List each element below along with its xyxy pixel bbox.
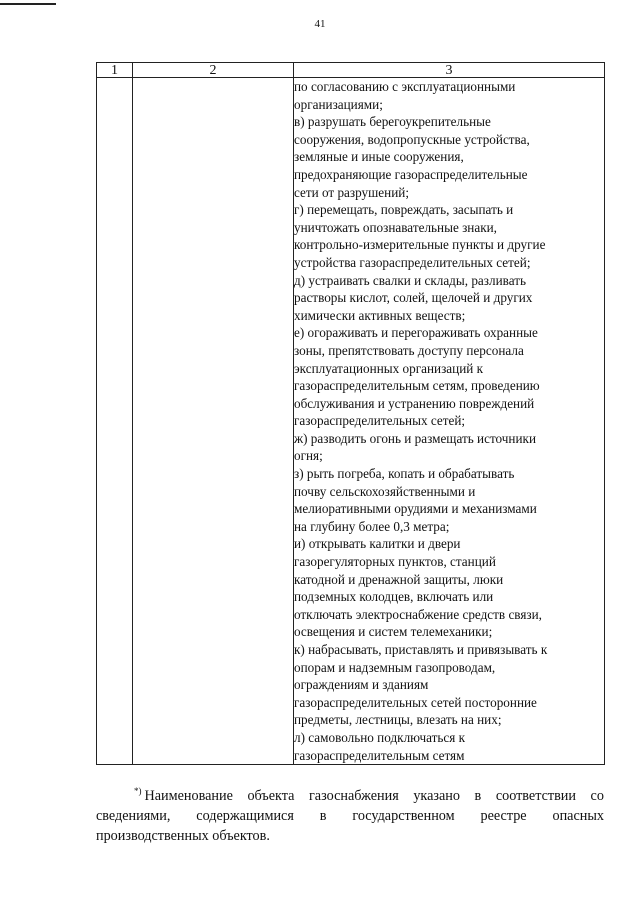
text-line: организациями; — [294, 96, 383, 112]
text-line: сооружения, водопропускные устройства, — [294, 131, 530, 147]
footnote-word: указано — [413, 788, 460, 804]
footnote-word: содержащимися — [196, 808, 294, 824]
text-line: и) открывать калитки и двери — [294, 536, 461, 552]
text-line: е) огораживать и перегораживать охранные — [294, 325, 538, 341]
text-line: опорам и надземным газопроводам, — [294, 659, 496, 675]
text-line: огня; — [294, 448, 323, 464]
text-line: сети от разрушений; — [294, 184, 409, 200]
document-table — [96, 62, 605, 765]
text-line: освещения и систем телемеханики; — [294, 624, 493, 640]
text-line: по согласованию с эксплуатационными — [294, 79, 516, 94]
text-line: предметы, лестницы, влезать на них; — [294, 712, 502, 728]
text-line: обслуживания и устранению повреждений — [294, 395, 535, 411]
table-header-row — [97, 63, 605, 78]
footnote-marker: *) — [134, 786, 142, 797]
footnote-line — [96, 786, 604, 806]
text-line: з) рыть погреба, копать и обрабатывать — [294, 466, 515, 482]
text-line: устройства газораспределительных сетей; — [294, 254, 531, 270]
column-header-2: 2 — [133, 63, 294, 78]
table-cell-col1 — [97, 78, 133, 765]
text-line: отключать электроснабжение средств связи, — [294, 606, 542, 622]
page-number: 41 — [314, 18, 326, 30]
footnote-word: объекта — [247, 788, 295, 804]
text-line: газораспределительным сетям — [294, 747, 465, 763]
footnote-line — [96, 806, 604, 826]
footnote — [96, 786, 604, 846]
text-line: подземных колодцев, включать или — [294, 589, 494, 605]
text-line: катодной и дренажной защиты, люки — [294, 571, 504, 587]
text-line: г) перемещать, повреждать, засыпать и — [294, 202, 514, 218]
column-header-1: 1 — [97, 63, 133, 78]
text-line: к) набрасывать, приставлять и привязывать к — [294, 642, 548, 657]
text-line: уничтожать опознавательные знаки, — [294, 219, 497, 235]
column-header-3: 3 — [294, 63, 605, 78]
text-line: ограждениям и зданиям — [294, 677, 429, 693]
table-row — [97, 78, 605, 765]
text-line: химически активных веществ; — [294, 307, 466, 323]
footnote-word: производственных объектов. — [96, 828, 270, 844]
footnote-line — [96, 826, 604, 846]
text-line: эксплуатационных организаций к — [294, 360, 484, 376]
text-line: д) устраивать свалки и склады, разливать — [294, 272, 526, 288]
footnote-word: государственном — [352, 808, 455, 824]
text-line: растворы кислот, солей, щелочей и других — [294, 290, 533, 306]
text-line: газораспределительных сетей посторонние — [294, 694, 537, 710]
text-line: предохраняющие газораспределительные — [294, 166, 528, 182]
footnote-word: сведениями, — [96, 808, 171, 824]
footnote-word: соответствии — [495, 788, 576, 804]
text-line: зоны, препятствовать доступу персонала — [294, 342, 524, 358]
text-line: ж) разводить огонь и размещать источники — [294, 430, 537, 446]
text-line: земляные и иные сооружения, — [294, 149, 464, 165]
text-line: мелиоративными орудиями и механизмами — [294, 501, 537, 517]
text-line: газорегуляторных пунктов, станций — [294, 554, 496, 570]
footnote-word: со — [590, 788, 604, 804]
text-line: на глубину более 0,3 метра; — [294, 518, 450, 534]
footnote-word: *) Наименование — [134, 786, 233, 804]
text-line: газораспределительным сетям, проведению — [294, 378, 540, 394]
footnote-word: газоснабжения — [308, 788, 399, 804]
footnote-word: в — [474, 788, 482, 804]
text-line: в) разрушать берегоукрепительные — [294, 114, 491, 130]
text-line: л) самовольно подключаться к — [294, 729, 466, 745]
footnote-word: реестре — [480, 808, 527, 824]
footnote-word: опасных — [552, 808, 604, 824]
text-line: контрольно-измерительные пункты и другие — [294, 237, 546, 253]
text-line: почву сельскохозяйственными и — [294, 483, 476, 499]
text-line: газораспределительных сетей; — [294, 413, 466, 429]
table-cell-col3 — [294, 78, 605, 765]
table-cell-col2 — [133, 78, 294, 765]
footnote-word: в — [319, 808, 327, 824]
top-rule — [0, 3, 56, 5]
